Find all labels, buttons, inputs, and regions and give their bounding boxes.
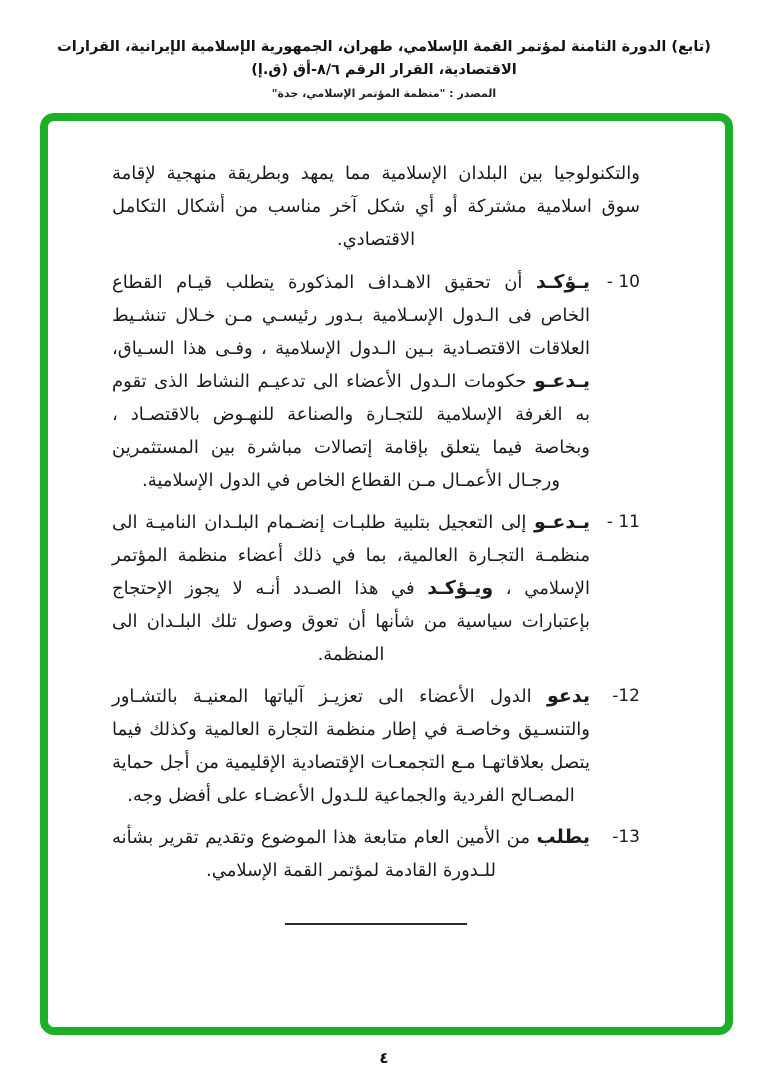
item-number-11: 11 - xyxy=(606,512,640,532)
item-number-10: 10 - xyxy=(606,272,640,292)
item-11-segment: إلى التعجيل بتلبية طلبـات إنضـمام البلـدان الناميـة الى منظمـة التجـارة العالمية، بما في ذلك أعضاء منظمة المؤتمر الإسلامي ، xyxy=(112,512,590,599)
resolution-item-13 xyxy=(112,821,640,887)
item-text-13 xyxy=(112,821,590,887)
item-12-lead-word: يدعو xyxy=(546,685,590,707)
content-frame xyxy=(40,113,733,1035)
resolution-body xyxy=(48,121,725,925)
end-divider xyxy=(285,923,467,925)
item-12-segment: الدول الأعضاء الى تعزيـز آلياتها المعنيـة بالتشـاور والتنسـيق وخاصـة في إطار منظمة التجارة العالمية وكذلك فيما يتصل بعلاقاتهـا مـع التجمعـات الإقتصادية الإقليمية من أجل حماية المصـالح الفردية والجماعية للـدول الأعضـاء على أفضل وجه. xyxy=(112,686,590,806)
resolution-item-10 xyxy=(112,266,640,497)
item-10-lead-word: يـؤكـد xyxy=(535,271,590,293)
item-text-11 xyxy=(112,506,590,671)
intro-paragraph: والتكنولوجيا بين البلدان الإسلامية مما يمهد وبطريقة منهجية لإقامة سوق اسلامية مشتركة أو أي شكل آخر مناسب من أشكال التكامل الاقتصادي. xyxy=(112,163,640,250)
item-11-bold-word: ويـؤكـد xyxy=(427,577,494,599)
document-header xyxy=(0,36,768,100)
resolution-item-12 xyxy=(112,680,640,812)
item-11-lead-word: يـدعـو xyxy=(534,511,590,533)
item-13-lead-word: يطلب xyxy=(536,826,590,848)
item-10-segment: حكومات الـدول الأعضاء الى تدعيـم النشاط الذى تقوم به الغرفة الإسلامية للتجـارة والصناعة للنهـوض بالاقتصـاد ، وبخاصة فيما يتعلق بإقامة إتصالات مباشرة بين المستثمرين ورجـال الأعمـال مـن القطاع الخاص في الدول الإسلامية. xyxy=(112,371,590,491)
item-10-segment: أن تحقيق الاهـداف المذكورة يتطلب قيـام القطاع الخاص فى الـدول الإسـلامية بـدور رئيسـي مـن خـلال تنشـيط العلاقات الاقتصـادية بـين الـدول الإسلامية ، وفـى هذا السـياق، xyxy=(112,272,590,359)
page-number: ٤ xyxy=(379,1049,389,1067)
item-number-12: 12- xyxy=(612,686,640,706)
item-10-bold-word: يـدعـو xyxy=(534,370,590,392)
item-text-10 xyxy=(112,266,590,497)
item-13-segment: من الأمين العام متابعة هذا الموضوع وتقديم تقرير بشأنه للـدورة القادمة لمؤتمر القمة الإسلامي. xyxy=(112,827,537,881)
item-11-segment: في هذا الصـدد أنـه لا يجوز الإحتجاج بإعتبارات سياسية من شأنها أن تعوق وصول تلك البلـدان الى المنظمة. xyxy=(112,578,590,665)
item-text-12 xyxy=(112,680,590,812)
resolution-item-11 xyxy=(112,506,640,671)
header-source: المصدر : "منظمة المؤتمر الإسلامي، جدة" xyxy=(271,87,497,101)
item-number-13: 13- xyxy=(612,827,640,847)
header-title: (تابع) الدورة الثامنة لمؤتمر القمة الإسلامي، طهران، الجمهورية الإسلامية الإيرانية، القرارات الاقتصادية، القرار الرقم ٨/٦-أق (ق.إ) xyxy=(57,39,711,79)
